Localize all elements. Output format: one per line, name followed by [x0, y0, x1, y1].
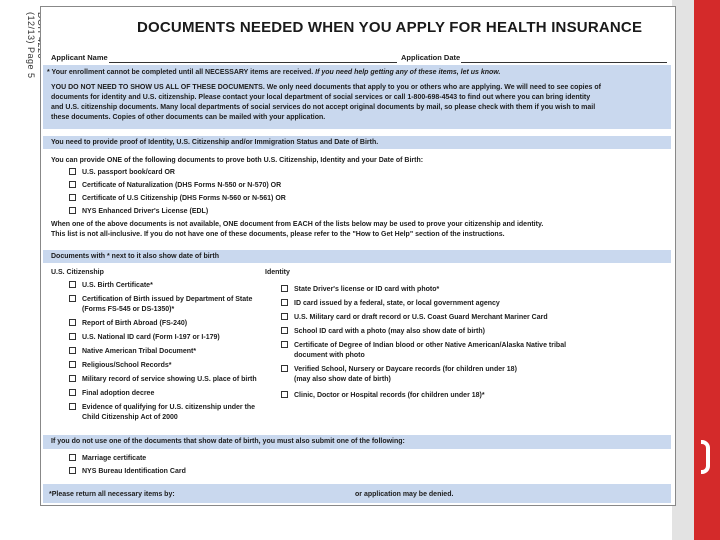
- insurance-documents-form: [40, 6, 676, 506]
- citizenship-item[interactable]: [69, 389, 154, 398]
- one-of-item[interactable]: [69, 181, 281, 190]
- identity-item-continued: document with photo: [294, 352, 365, 359]
- identity-heading: Identity: [265, 269, 290, 276]
- notice-line-3: documents for identity and U.S. citizenship. Please contact your local department of social services or call 1-800-698-4543 to find out where you can bring identity: [51, 94, 591, 101]
- identity-item[interactable]: [281, 313, 548, 322]
- checkbox[interactable]: [281, 341, 288, 348]
- dob-band-text: Documents with * next to it also show date of birth: [51, 253, 220, 260]
- citizenship-item-label: Final adoption decree: [82, 390, 155, 397]
- application-date-label: Application Date: [401, 53, 461, 62]
- checkbox[interactable]: [69, 319, 76, 326]
- notice-line-1: [47, 68, 500, 77]
- citizenship-item-label: U.S. National ID card (Form I-197 or I-179): [82, 334, 220, 341]
- checkbox[interactable]: [281, 391, 288, 398]
- checkbox[interactable]: [281, 299, 288, 306]
- citizenship-item[interactable]: [69, 375, 257, 384]
- checkbox[interactable]: [281, 285, 288, 292]
- checkbox[interactable]: [69, 281, 76, 288]
- citizenship-heading: U.S. Citizenship: [51, 269, 104, 276]
- citizenship-item[interactable]: [69, 333, 220, 342]
- citizenship-item-label: U.S. Birth Certificate*: [82, 282, 153, 289]
- citizenship-item-label: Religious/School Records*: [82, 362, 172, 369]
- notice-line-5: these documents. Copies of other documents can be mailed with your application.: [51, 114, 326, 121]
- footer-right-text: or application may be denied.: [355, 491, 454, 498]
- citizenship-item-continued: Child Citizenship Act of 2000: [82, 414, 178, 421]
- extra-item[interactable]: [69, 467, 186, 476]
- footer-left-text: *Please return all necessary items by:: [49, 491, 175, 498]
- checkbox[interactable]: [69, 389, 76, 396]
- identity-item[interactable]: [281, 391, 485, 400]
- checkbox[interactable]: [69, 467, 76, 474]
- identity-item-continued: (may also show date of birth): [294, 376, 391, 383]
- one-of-item[interactable]: [69, 194, 286, 203]
- notice-line-2: YOU DO NOT NEED TO SHOW US ALL OF THESE DOCUMENTS. We only need documents that apply to you or others who are applying. We will need to see copies of: [51, 84, 601, 91]
- one-of-item-label: NYS Enhanced Driver's License (EDL): [82, 208, 209, 215]
- notice-line-1-a: * Your enrollment cannot be completed until all NECESSARY items are received.: [47, 69, 314, 76]
- notice-line-4: and U.S. citizenship documents. Many local departments of social services do not accept original documents by mail, so please check with them if you wish to mail: [51, 104, 596, 111]
- application-date-line[interactable]: [461, 62, 667, 63]
- applicant-name-line[interactable]: [109, 62, 397, 63]
- one-of-item-label: Certificate of U.S Citizenship (DHS Forms N-560 or N-561) OR: [82, 195, 286, 202]
- checkbox[interactable]: [69, 194, 76, 201]
- one-of-item-label: U.S. passport book/card OR: [82, 169, 175, 176]
- one-of-intro: You can provide ONE of the following documents to prove both U.S. Citizenship, Identity and your Date of Birth:: [51, 157, 424, 164]
- checkbox[interactable]: [281, 327, 288, 334]
- checkbox[interactable]: [281, 365, 288, 372]
- citizenship-item-label: Certification of Birth issued by Department of State: [82, 296, 253, 303]
- citizenship-item[interactable]: [69, 295, 252, 304]
- identity-item[interactable]: [281, 341, 566, 350]
- checkbox[interactable]: [69, 333, 76, 340]
- checkbox[interactable]: [69, 361, 76, 368]
- identity-item-label: State Driver's license or ID card with photo*: [294, 286, 440, 293]
- citizenship-item[interactable]: [69, 319, 187, 328]
- checkbox[interactable]: [69, 454, 76, 461]
- identity-item-label: Certificate of Degree of Indian blood or other Native American/Alaska Native tribal: [294, 342, 567, 349]
- extra-item-label: NYS Bureau Identification Card: [82, 468, 186, 475]
- citizenship-item[interactable]: [69, 361, 171, 370]
- bracket-glyph: [701, 440, 710, 474]
- identity-item-label: Clinic, Doctor or Hospital records (for children under 18)*: [294, 392, 485, 399]
- identity-item[interactable]: [281, 285, 439, 294]
- extra-item[interactable]: [69, 454, 146, 463]
- citizenship-item-continued: (Forms FS-545 or DS-1350)*: [82, 306, 175, 313]
- identity-item-label: School ID card with a photo (may also show date of birth): [294, 328, 485, 335]
- citizenship-item[interactable]: [69, 347, 196, 356]
- form-title: DOCUMENTS NEEDED WHEN YOU APPLY FOR HEALTH INSURANCE: [137, 19, 643, 36]
- checkbox[interactable]: [69, 168, 76, 175]
- checkbox[interactable]: [69, 403, 76, 410]
- checkbox[interactable]: [281, 313, 288, 320]
- identity-item-label: Verified School, Nursery or Daycare records (for children under 18): [294, 366, 517, 373]
- identity-item[interactable]: [281, 365, 517, 374]
- proof-band-text: You need to provide proof of Identity, U.S. Citizenship and/or Immigration Status and Date of Birth.: [51, 139, 379, 146]
- identity-item-label: ID card issued by a federal, state, or local government agency: [294, 300, 500, 307]
- form-code: (12/13) Page 5: [26, 12, 36, 79]
- one-of-item-label: Certificate of Naturalization (DHS Forms N-550 or N-570) OR: [82, 182, 282, 189]
- extra-band-text: If you do not use one of the documents that show date of birth, you must also submit one of the following:: [51, 438, 405, 445]
- checkbox[interactable]: [69, 181, 76, 188]
- checkbox[interactable]: [69, 347, 76, 354]
- citizenship-item-label: Military record of service showing U.S. place of birth: [82, 376, 257, 383]
- checkbox[interactable]: [69, 375, 76, 382]
- extra-item-label: Marriage certificate: [82, 455, 147, 462]
- one-of-item[interactable]: [69, 168, 175, 177]
- citizenship-item[interactable]: [69, 281, 153, 290]
- citizenship-item-label: Evidence of qualifying for U.S. citizenship under the: [82, 404, 256, 411]
- one-of-item[interactable]: [69, 207, 208, 216]
- notice-line-1-b: If you need help getting any of these items, let us know.: [315, 69, 501, 76]
- checkbox[interactable]: [69, 295, 76, 302]
- applicant-name-label: Applicant Name: [51, 53, 108, 62]
- citizenship-item-label: Native American Tribal Document*: [82, 348, 197, 355]
- identity-item[interactable]: [281, 299, 500, 308]
- fallback-line-1: When one of the above documents is not available, ONE document from EACH of the lists below may be used to prove your citizenship and identity.: [51, 221, 544, 228]
- checkbox[interactable]: [69, 207, 76, 214]
- identity-item-label: U.S. Military card or draft record or U.S. Coast Guard Merchant Mariner Card: [294, 314, 548, 321]
- citizenship-item[interactable]: [69, 403, 255, 412]
- citizenship-item-label: Report of Birth Abroad (FS-240): [82, 320, 188, 327]
- fallback-line-2: This list is not all-inclusive. If you do not have one of these documents, please refer to the "How to Get Help" section of the instructions.: [51, 231, 505, 238]
- identity-item[interactable]: [281, 327, 485, 336]
